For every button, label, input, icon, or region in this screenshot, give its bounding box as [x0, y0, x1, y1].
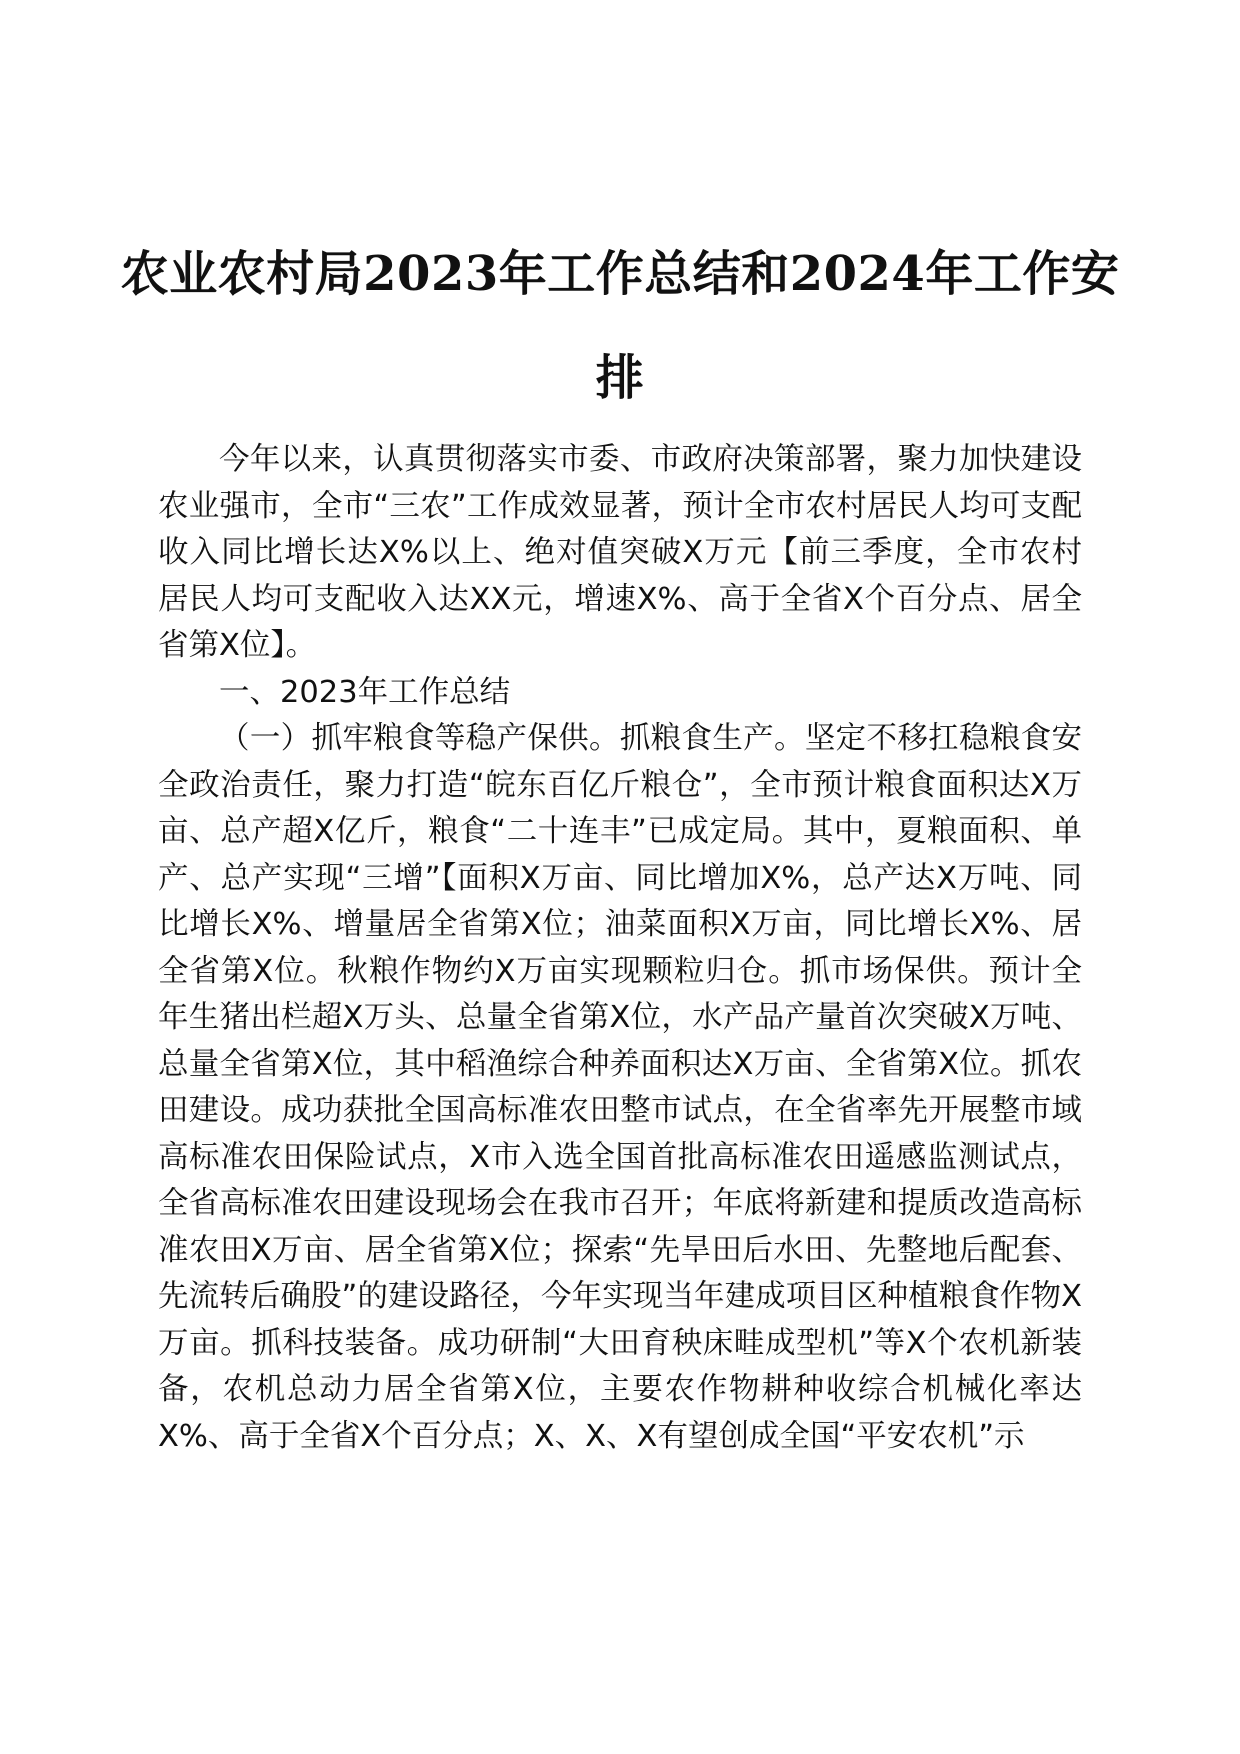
section-heading: 一、2023年工作总结 [219, 674, 511, 710]
document-body [158, 437, 1082, 1460]
intro-paragraph: 今年以来，认真贯彻落实市委、市政府决策部署，聚力加快建设农业强市，全市“三农”工作成效显著，预计全市农村居民人均可支配收入同比增长达X%以上、绝对值突破X万元【前三季度，全市农村居民人均可支配收入达XX元，增速X%、高于全省X个百分点、居全省第X位】。 [158, 442, 1082, 663]
section-paragraph: （一）抓牢粮食等稳产保供。抓粮食生产。坚定不移扛稳粮食安全政治责任，聚力打造“皖东百亿斤粮仓”，全市预计粮食面积达X万亩、总产超X亿斤，粮食“二十连丰”已成定局。其中，夏粮面积、单产、总产实现“三增”【面积X万亩、同比增加X%，总产达X万吨、同比增长X%、增量居全省第X位；油菜面积X万亩，同比增长X%、居全省第X位。秋粮作物约X万亩实现颗粒归仓。抓市场保供。预计全年生猪出栏超X万头、总量全省第X位，水产品产量首次突破X万吨、总量全省第X位，其中稻渔综合种养面积达X万亩、全省第X位。抓农田建设。成功获批全国高标准农田整市试点，在全省率先开展整市域高标准农田保险试点，X市入选全国首批高标准农田遥感监测试点，全省高标准农田建设现场会在我市召开；年底将新建和提质改造高标准农田X万亩、居全省第X位；探索“先旱田后水田、先整地后配套、先流转后确股”的建设路径，今年实现当年建成项目区种植粮食作物X万亩。抓科技装备。成功研制“大田育秧床畦成型机”等X个农机新装备，农机总动力居全省第X位，主要农作物耕种收综合机械化率达X%、高于全省X个百分点；X、X、X有望创成全国“平安农机”示 [158, 721, 1082, 1454]
document-title: 农业农村局2023年工作总结和2024年工作安排 [120, 246, 1120, 406]
